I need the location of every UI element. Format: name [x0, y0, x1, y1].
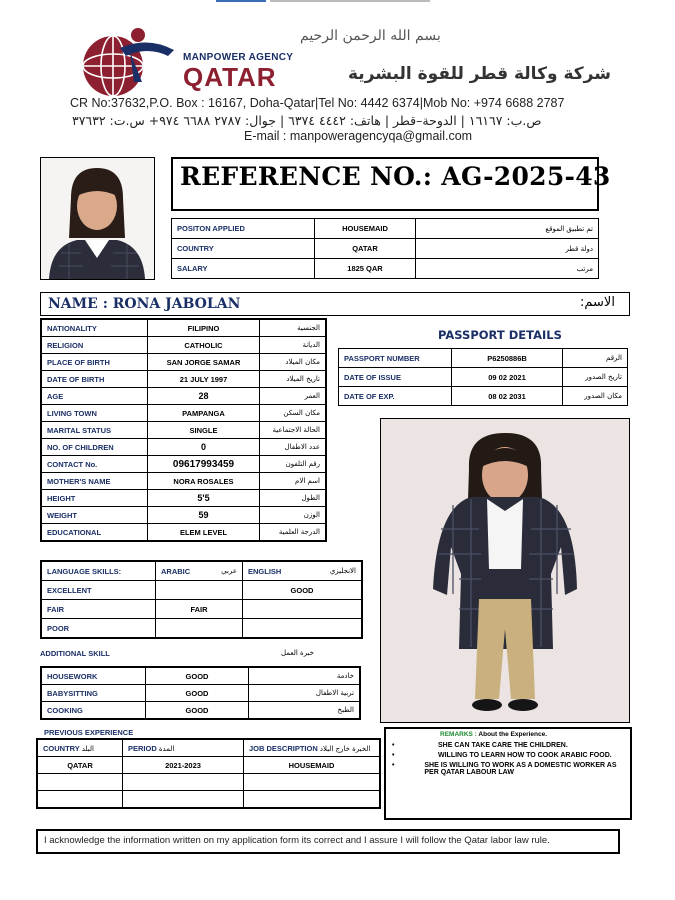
arabic-level — [156, 581, 243, 600]
table-row — [41, 702, 360, 720]
applicant-name: NAME : RONA JABOLAN — [48, 296, 241, 312]
exp-empty — [37, 791, 123, 809]
row-value: QATAR — [315, 239, 416, 259]
period-header — [123, 739, 244, 757]
row-value: 21 JULY 1997 — [148, 371, 260, 388]
skill-label: BABYSITTING — [41, 685, 146, 702]
row-label: LIVING TOWN — [41, 405, 148, 422]
email-line: E-mail : manpoweragencyqa@gmail.com — [244, 129, 473, 143]
level-label: EXCELLENT — [41, 581, 156, 600]
experience-table — [36, 738, 381, 809]
contact-line-en: CR No:37632,P.O. Box : 16167, Doha-Qatar|Tel No: 4442 6374|Mob No: +974 6688 2787 — [70, 96, 565, 110]
table-row — [41, 422, 326, 439]
table-row — [37, 774, 380, 791]
table-row — [41, 473, 326, 490]
period-label-ar: المدة — [158, 744, 175, 753]
row-label: COUNTRY — [172, 239, 315, 259]
english-level: GOOD — [243, 581, 363, 600]
row-value: 08 02 2031 — [452, 387, 563, 406]
brand-small: MANPOWER AGENCY — [183, 52, 294, 63]
table-row — [41, 600, 362, 619]
row-label-ar: تم تطبيق الموقع — [416, 219, 599, 239]
row-label: EDUCATIONAL — [41, 524, 148, 542]
table-row — [41, 561, 362, 581]
table-row — [339, 368, 628, 387]
arabic-label: ARABIC — [161, 566, 191, 576]
language-skills-table — [40, 560, 363, 639]
row-label-ar: الحالة الاجتماعية — [260, 422, 327, 439]
table-row — [41, 371, 326, 388]
row-label-ar: تاريخ الميلاد — [260, 371, 327, 388]
row-label: MOTHER'S NAME — [41, 473, 148, 490]
arabic-label-ar: عربي — [221, 566, 237, 575]
contact-line-ar: ص.ب: ١٦١٦٧ | الدوحة–قطر | هاتف: ٤٤٤٢ ٦٣٧٤ | جوال: ٢٧٨٧ ٦٦٨٨ ٩٧٤+ س.ت: ٣٧٦٣٢ — [72, 113, 542, 128]
job-label-ar: الخبرة خارج البلاد — [319, 744, 371, 753]
row-label: RELIGION — [41, 337, 148, 354]
bullet-icon: • — [392, 762, 395, 769]
remarks-title — [440, 731, 547, 738]
row-value: 09617993459 — [148, 456, 260, 473]
table-row — [172, 239, 599, 259]
additional-skill-title: ADDITIONAL SKILL — [40, 649, 110, 658]
list-item — [390, 752, 624, 759]
row-value: SINGLE — [148, 422, 260, 439]
bullet-icon: • — [392, 742, 395, 749]
table-row — [41, 439, 326, 456]
table-row — [41, 388, 326, 405]
skill-label: COOKING — [41, 702, 146, 720]
row-label: NATIONALITY — [41, 319, 148, 337]
exp-empty — [37, 774, 123, 791]
applicant-portrait-photo — [40, 157, 155, 280]
row-label-ar: الوزن — [260, 507, 327, 524]
row-value: 0 — [148, 439, 260, 456]
table-row — [41, 524, 326, 542]
list-item — [390, 762, 624, 776]
table-row — [339, 387, 628, 406]
table-row — [41, 685, 360, 702]
table-row — [339, 349, 628, 368]
row-label-ar: مكان الميلاد — [260, 354, 327, 371]
period-label: PERIOD — [128, 743, 157, 753]
table-row — [37, 757, 380, 774]
row-label: CONTACT No. — [41, 456, 148, 473]
row-label: HEIGHT — [41, 490, 148, 507]
row-label-ar: الرقم — [563, 349, 628, 368]
exp-country: QATAR — [37, 757, 123, 774]
basmala: بسم الله الرحمن الرحيم — [300, 28, 441, 44]
row-label: PASSPORT NUMBER — [339, 349, 452, 368]
exp-empty — [244, 774, 381, 791]
exp-empty — [244, 791, 381, 809]
list-item — [390, 742, 624, 749]
row-label-ar: اسم الام — [260, 473, 327, 490]
table-row — [37, 739, 380, 757]
english-level — [243, 600, 363, 619]
acknowledgement-text: I acknowledge the information written on my application form its correct and I assure I will follow the Qatar labor law rule. — [44, 835, 550, 846]
language-header: LANGUAGE SKILLS: — [41, 561, 156, 581]
row-value: FILIPINO — [148, 319, 260, 337]
country-header — [37, 739, 123, 757]
remark-text: SHE CAN TAKE CARE THE CHILDREN. — [438, 742, 568, 749]
english-column-header — [243, 561, 363, 581]
skill-label-ar: تربية الاطفال — [249, 685, 361, 702]
row-value: NORA ROSALES — [148, 473, 260, 490]
row-label: DATE OF EXP. — [339, 387, 452, 406]
level-label: POOR — [41, 619, 156, 639]
passport-table — [338, 348, 628, 406]
row-label-ar: مرتب — [416, 259, 599, 279]
table-row — [41, 490, 326, 507]
agency-logo — [68, 26, 178, 98]
arabic-level: FAIR — [156, 600, 243, 619]
row-label-ar: دولة قطر — [416, 239, 599, 259]
english-level — [243, 619, 363, 639]
row-value: ELEM LEVEL — [148, 524, 260, 542]
reference-number: REFERENCE NO.: AG-2025-43 — [180, 162, 611, 191]
applicant-full-body-photo — [380, 418, 630, 723]
remarks-label: REMARKS : — [440, 731, 477, 738]
table-row — [41, 405, 326, 422]
table-row — [37, 791, 380, 809]
additional-skills-table — [40, 666, 361, 720]
exp-empty — [123, 791, 244, 809]
remark-text: SHE IS WILLING TO WORK AS A DOMESTIC WORKER AS PER QATAR LABOUR LAW — [424, 762, 617, 776]
row-value: P6250886B — [452, 349, 563, 368]
top-accent-bar — [216, 0, 266, 2]
brand-large: QATAR — [183, 62, 277, 92]
job-label: JOB DESCRIPTION — [249, 743, 318, 753]
skill-label-ar: خادمة — [249, 667, 361, 685]
table-row — [41, 354, 326, 371]
english-label-ar: الانجليزي — [329, 566, 356, 575]
row-label: MARITAL STATUS — [41, 422, 148, 439]
arabic-column-header — [156, 561, 243, 581]
row-label: DATE OF BIRTH — [41, 371, 148, 388]
row-label-ar: تاريخ الصدور — [563, 368, 628, 387]
remarks-list — [390, 742, 624, 779]
country-label: COUNTRY — [43, 743, 80, 753]
row-value: 09 02 2021 — [452, 368, 563, 387]
row-label: POSITON APPLIED — [172, 219, 315, 239]
row-label-ar: الدرجة العلمية — [260, 524, 327, 542]
exp-empty — [123, 774, 244, 791]
row-label-ar: الجنسية — [260, 319, 327, 337]
row-label-ar: مكان الصدور — [563, 387, 628, 406]
row-value: SAN JORGE SAMAR — [148, 354, 260, 371]
table-row — [41, 456, 326, 473]
english-label: ENGLISH — [248, 566, 282, 576]
table-row — [41, 507, 326, 524]
table-row — [41, 337, 326, 354]
brand-arabic: شركة وكالة قطر للقوة البشرية — [348, 64, 611, 84]
bullet-icon: • — [392, 752, 395, 759]
position-table — [171, 218, 599, 279]
additional-skill-title-ar: خبرة العمل — [281, 649, 314, 657]
row-label-ar: عدد الاطفال — [260, 439, 327, 456]
table-row — [172, 259, 599, 279]
row-value: 59 — [148, 507, 260, 524]
row-label-ar: العمر — [260, 388, 327, 405]
row-label: PLACE OF BIRTH — [41, 354, 148, 371]
row-label-ar: مكان السكن — [260, 405, 327, 422]
personal-details-table — [40, 318, 327, 542]
skill-value: GOOD — [146, 667, 249, 685]
row-value: PAMPANGA — [148, 405, 260, 422]
table-row — [172, 219, 599, 239]
remark-text: WILLING TO LEARN HOW TO COOK ARABIC FOOD. — [438, 752, 612, 759]
previous-experience-title: PREVIOUS EXPERIENCE — [44, 728, 134, 737]
row-label-ar: الطول — [260, 490, 327, 507]
exp-period: 2021-2023 — [123, 757, 244, 774]
row-label-ar: رقم التلفون — [260, 456, 327, 473]
row-value: CATHOLIC — [148, 337, 260, 354]
job-header — [244, 739, 381, 757]
level-label: FAIR — [41, 600, 156, 619]
skill-label: HOUSEWORK — [41, 667, 146, 685]
row-value: 5'5 — [148, 490, 260, 507]
row-label: AGE — [41, 388, 148, 405]
table-row — [41, 581, 362, 600]
row-label: NO. OF CHILDREN — [41, 439, 148, 456]
row-label-ar: الديانة — [260, 337, 327, 354]
arabic-level — [156, 619, 243, 639]
remarks-subtitle: About the Experience. — [478, 731, 548, 738]
top-accent-bar-grey — [270, 0, 430, 2]
country-label-ar: البلد — [81, 744, 94, 753]
table-row — [41, 619, 362, 639]
applicant-name-ar: الاسم: — [580, 295, 615, 310]
row-value: HOUSEMAID — [315, 219, 416, 239]
passport-title: PASSPORT DETAILS — [438, 328, 562, 342]
skill-label-ar: الطبخ — [249, 702, 361, 720]
table-row — [41, 319, 326, 337]
row-label: SALARY — [172, 259, 315, 279]
table-row — [41, 667, 360, 685]
row-label: DATE OF ISSUE — [339, 368, 452, 387]
row-value: 1825 QAR — [315, 259, 416, 279]
row-value: 28 — [148, 388, 260, 405]
exp-job: HOUSEMAID — [244, 757, 381, 774]
row-label: WEIGHT — [41, 507, 148, 524]
skill-value: GOOD — [146, 702, 249, 720]
skill-value: GOOD — [146, 685, 249, 702]
